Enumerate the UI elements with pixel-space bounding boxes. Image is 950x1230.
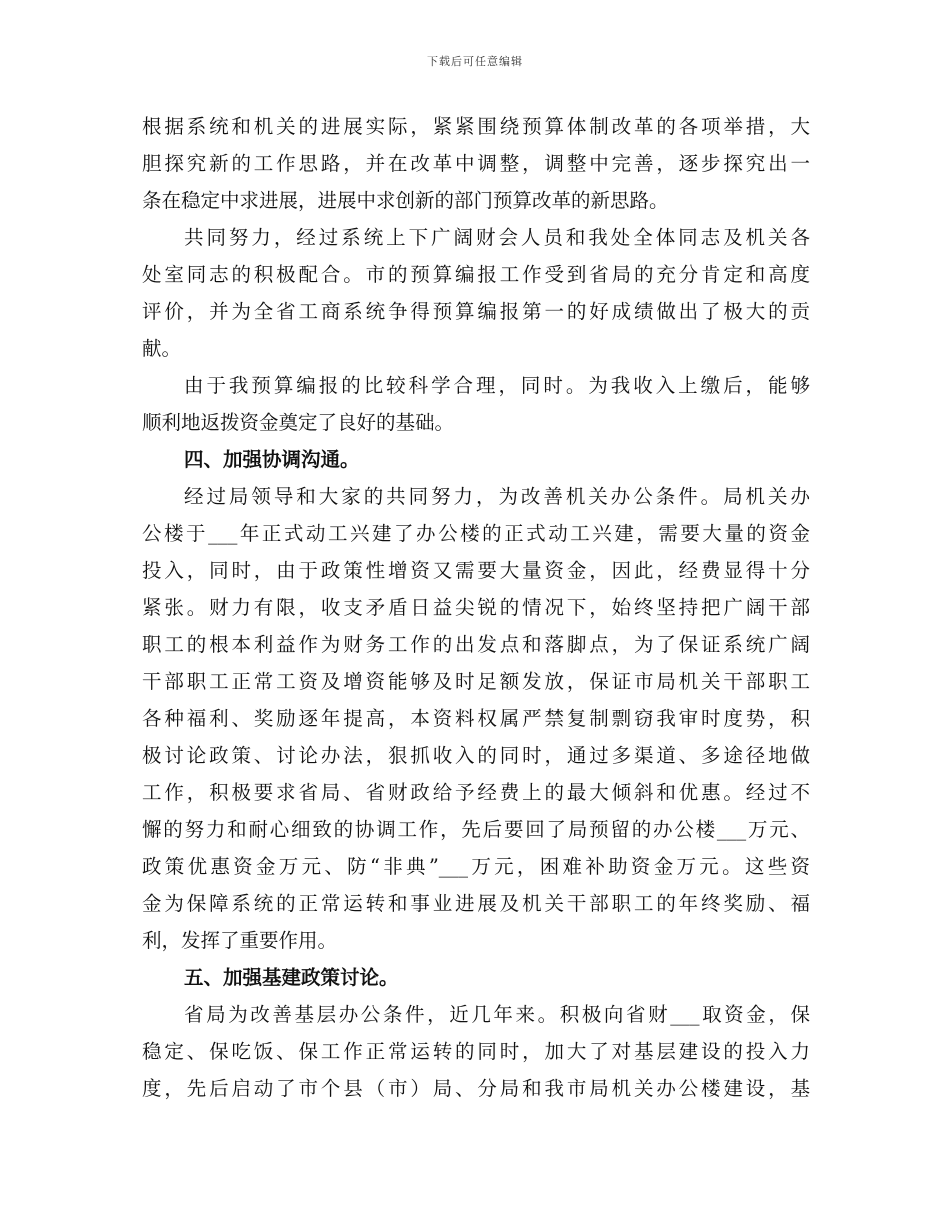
text-line-14: 紧张。财力有限，收支矛盾日益尖锐的情况下，始终坚持把广阔干部 [142,596,810,619]
text-line-12: 公楼于___年正式动工兴建了办公楼的正式动工兴建，需要大量的资金 [142,522,810,545]
text-line-13: 投入，同时，由于政策性增资又需要大量资金，因此，经费显得十分 [142,559,810,582]
text-line-1: 根据系统和机关的进展实际，紧紧围绕预算体制改革的各项举措，大 [142,115,810,138]
section-heading-5: 五、加强基建政策讨论。 [184,966,399,989]
text-line-18: 极讨论政策、讨论办法，狠抓收入的同时，通过多渠道、多途径地做 [142,744,810,767]
text-line-4: 共同努力，经过系统上下广阔财会人员和我处全体同志及机关各 [184,226,810,249]
text-line-8: 由于我预算编报的比较科学合理，同时。为我收入上缴后，能够 [184,374,810,397]
text-line-2: 胆探究新的工作思路，并在改革中调整，调整中完善，逐步探究出一 [142,152,810,175]
text-line-11: 经过局领导和大家的共同努力，为改善机关办公条件。局机关办 [184,485,810,508]
text-line-26: 稳定、保吃饭、保工作正常运转的同时，加大了对基层建设的投入力 [142,1040,810,1063]
text-line-17: 各种福利、奖励逐年提高，本资料权属严禁复制剽窃我审时度势，积 [142,707,810,730]
text-line-16: 干部职工正常工资及增资能够及时足额发放，保证市局机关干部职工 [142,670,810,693]
text-line-3: 条在稳定中求进展，进展中求创新的部门预算改革的新思路。 [142,189,669,212]
document-body [142,108,810,1107]
section-heading-4: 四、加强协调沟通。 [184,448,360,471]
page-header: 下载后可任意编辑 [427,55,523,68]
text-line-6: 评价，并为全省工商系统争得预算编报第一的好成绩做出了极大的贡 [142,300,810,323]
text-line-22: 金为保障系统的正常运转和事业进展及机关干部职工的年终奖励、福 [142,892,810,915]
text-line-5: 处室同志的积极配合。市的预算编报工作受到省局的充分肯定和高度 [142,263,810,286]
text-line-25: 省局为改善基层办公条件，近几年来。积极向省财___取资金，保 [184,1003,810,1026]
text-line-23: 利，发挥了重要作用。 [142,929,338,952]
text-line-27: 度，先后启动了市个县（市）局、分局和我市局机关办公楼建设，基 [142,1077,810,1100]
text-line-7: 献。 [142,337,182,360]
text-line-19: 工作，积极要求省局、省财政给予经费上的最大倾斜和优惠。经过不 [142,781,810,804]
text-line-21: 政策优惠资金万元、防“非典”___万元，困难补助资金万元。这些资 [142,855,810,878]
text-line-9: 顺利地返拨资金奠定了良好的基础。 [142,411,455,434]
text-line-15: 职工的根本利益作为财务工作的出发点和落脚点，为了保证系统广阔 [142,633,810,656]
text-line-20: 懈的努力和耐心细致的协调工作，先后要回了局预留的办公楼___万元、 [142,818,810,841]
